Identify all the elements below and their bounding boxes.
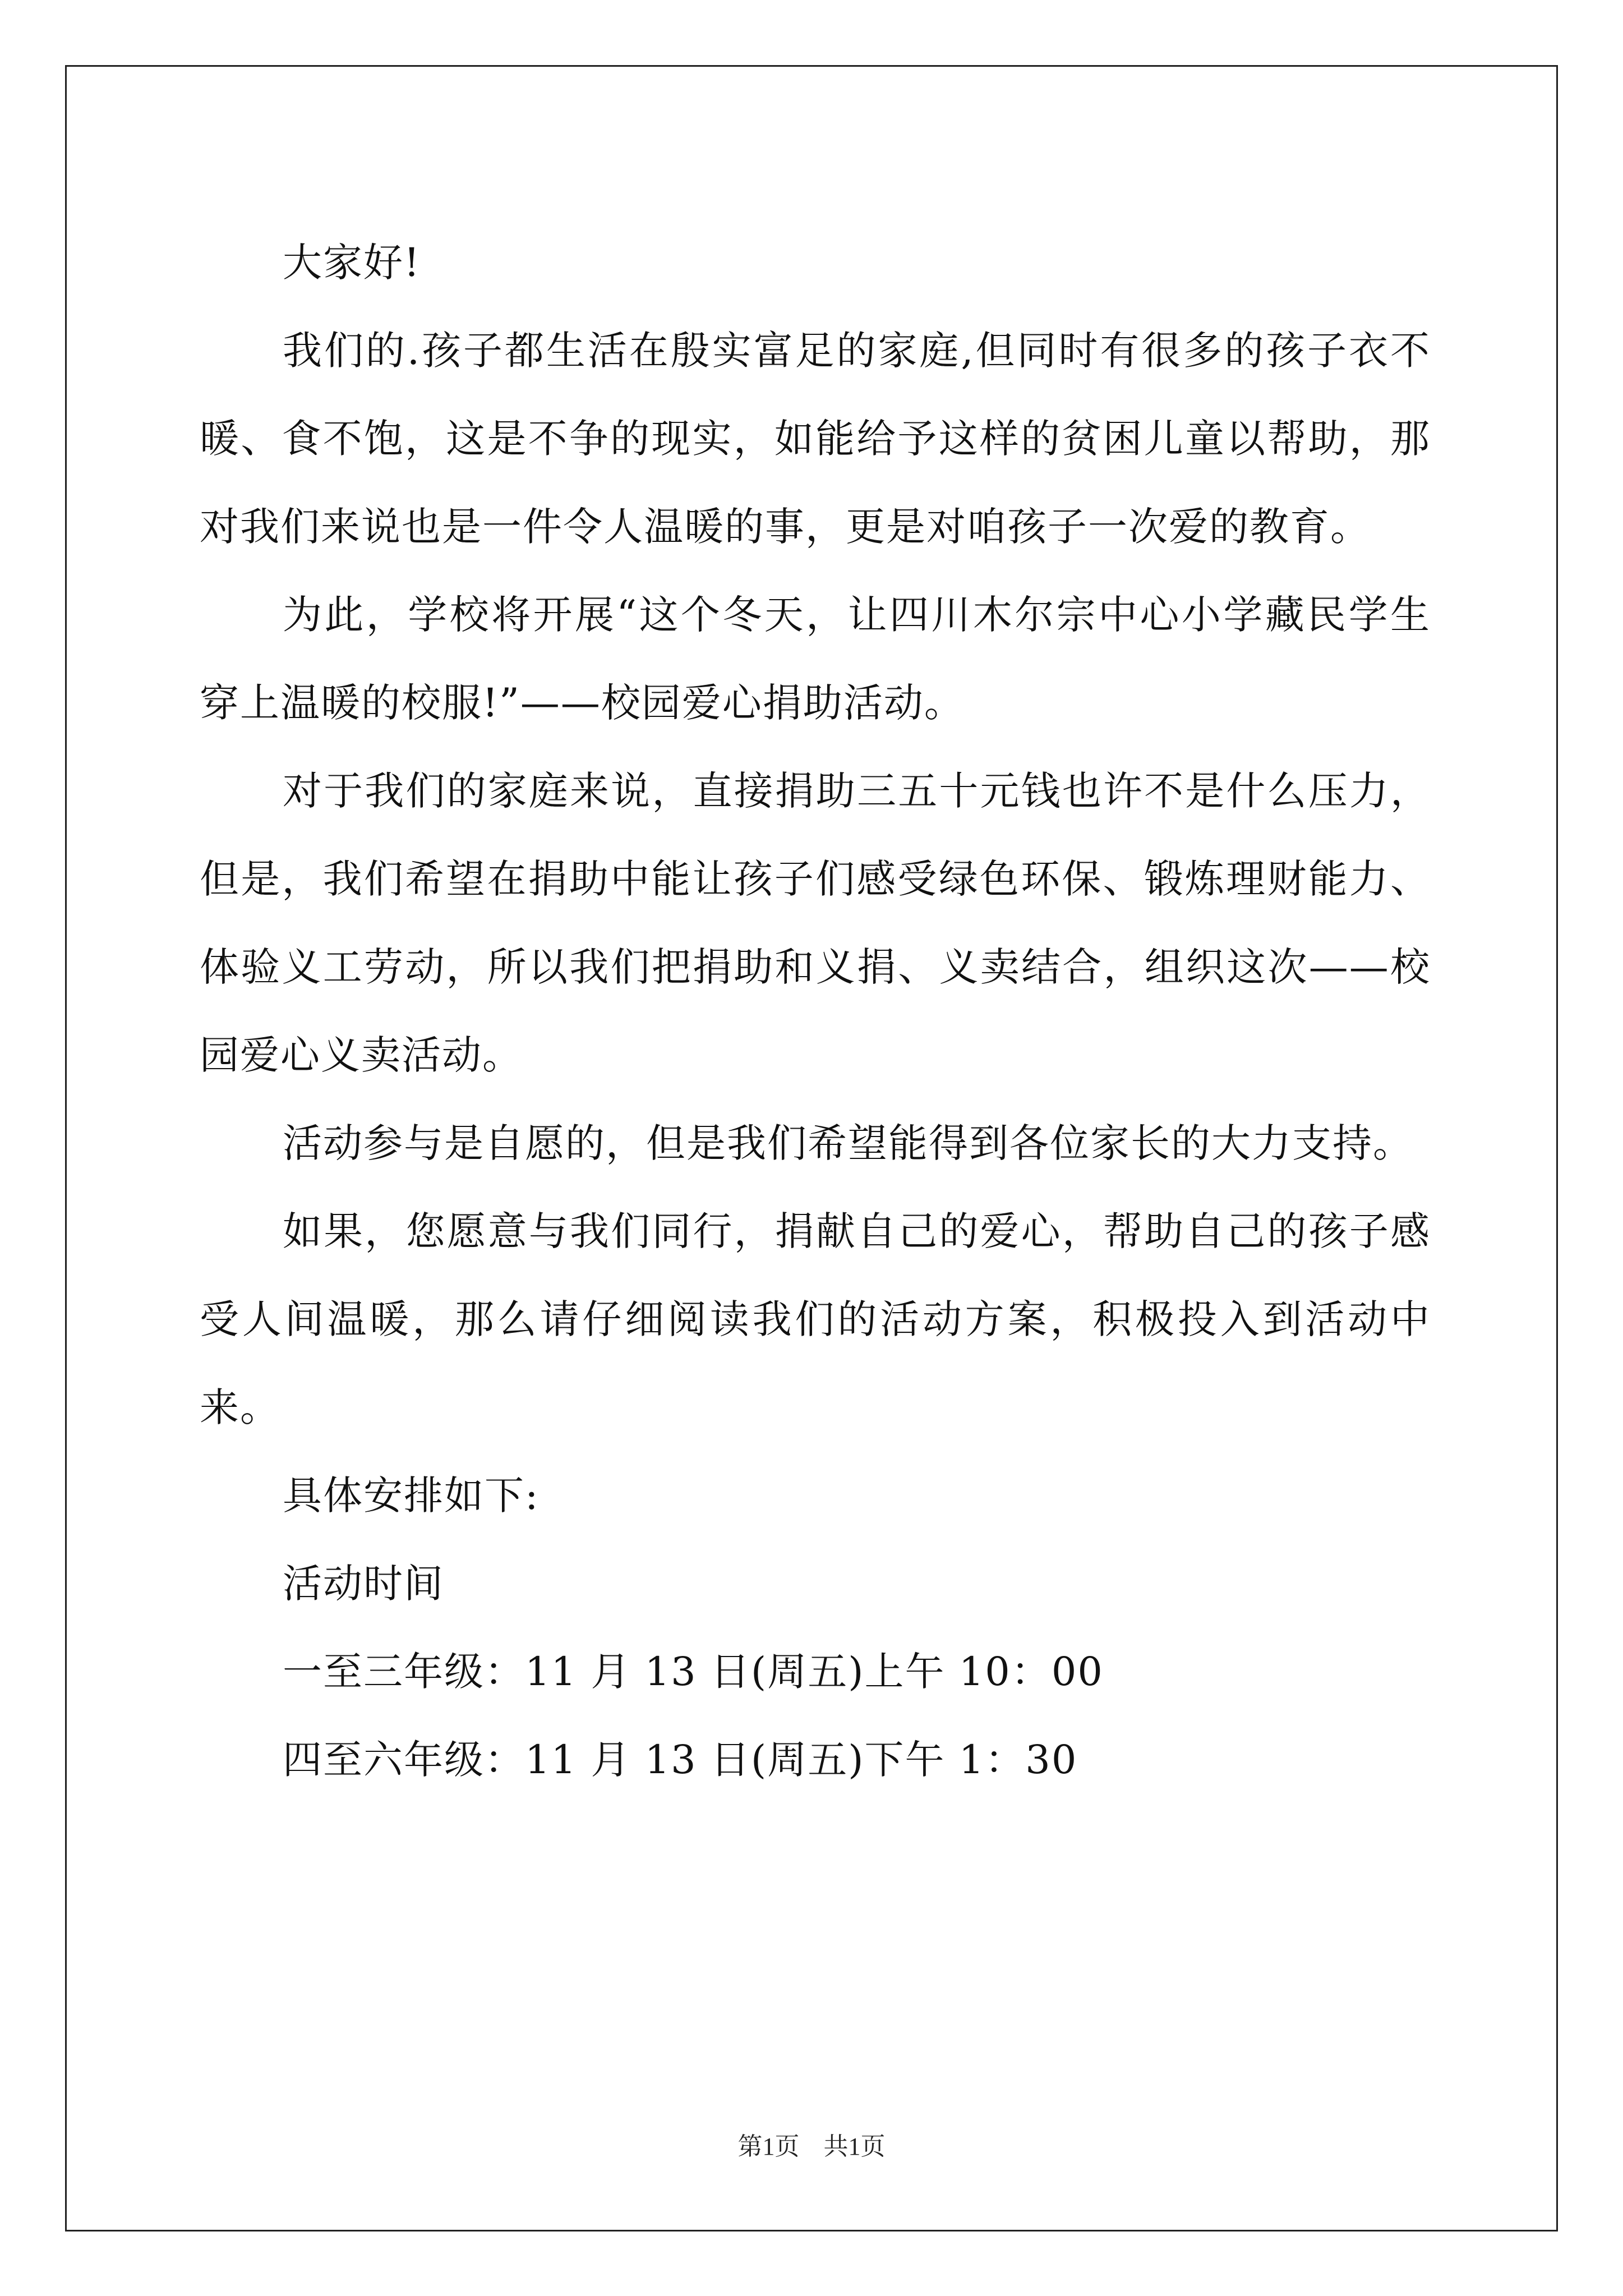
page-footer: [0, 2126, 1623, 2162]
paragraph-purpose: 对于我们的家庭来说，直接捐助三五十元钱也许不是什么压力，但是，我们希望在捐助中能让孩子们感受绿色环保、锻炼理财能力、体验义工劳动，所以我们把捐助和义捐、义卖结合，组织这次——校园爱心义卖活动。: [200, 768, 1431, 1078]
paragraph-time-heading: 活动时间: [283, 1561, 444, 1607]
paragraph-arrangement: 具体安排如下:: [283, 1473, 540, 1519]
page-number: 第1页: [737, 2133, 800, 2160]
paragraph-greeting: 大家好!: [283, 240, 421, 286]
paragraph-activity: 为此，学校将开展“这个冬天，让四川木尔宗中心小学藏民学生穿上温暖的校服!”——校园爱心捐助活动。: [200, 592, 1431, 726]
paragraph-voluntary: 活动参与是自愿的，但是我们希望能得到各位家长的大力支持。: [283, 1120, 1413, 1166]
page-total: 共1页: [823, 2133, 886, 2160]
document-body: [200, 219, 1431, 1804]
paragraph-time-grades-1-3: 一至三年级：11 月 13 日(周五)上午 10：00: [283, 1649, 1104, 1695]
paragraph-time-grades-4-6: 四至六年级：11 月 13 日(周五)下午 1：30: [283, 1737, 1078, 1783]
paragraph-intro: 我们的.孩子都生活在殷实富足的家庭,但同时有很多的孩子衣不暖、食不饱，这是不争的现实，如能给予这样的贫困儿童以帮助，那对我们来说也是一件令人温暖的事，更是对咱孩子一次爱的教育。: [200, 328, 1431, 550]
paragraph-invitation: 如果，您愿意与我们同行，捐献自己的爱心，帮助自己的孩子感受人间温暖，那么请仔细阅读我们的活动方案，积极投入到活动中来。: [200, 1208, 1431, 1430]
